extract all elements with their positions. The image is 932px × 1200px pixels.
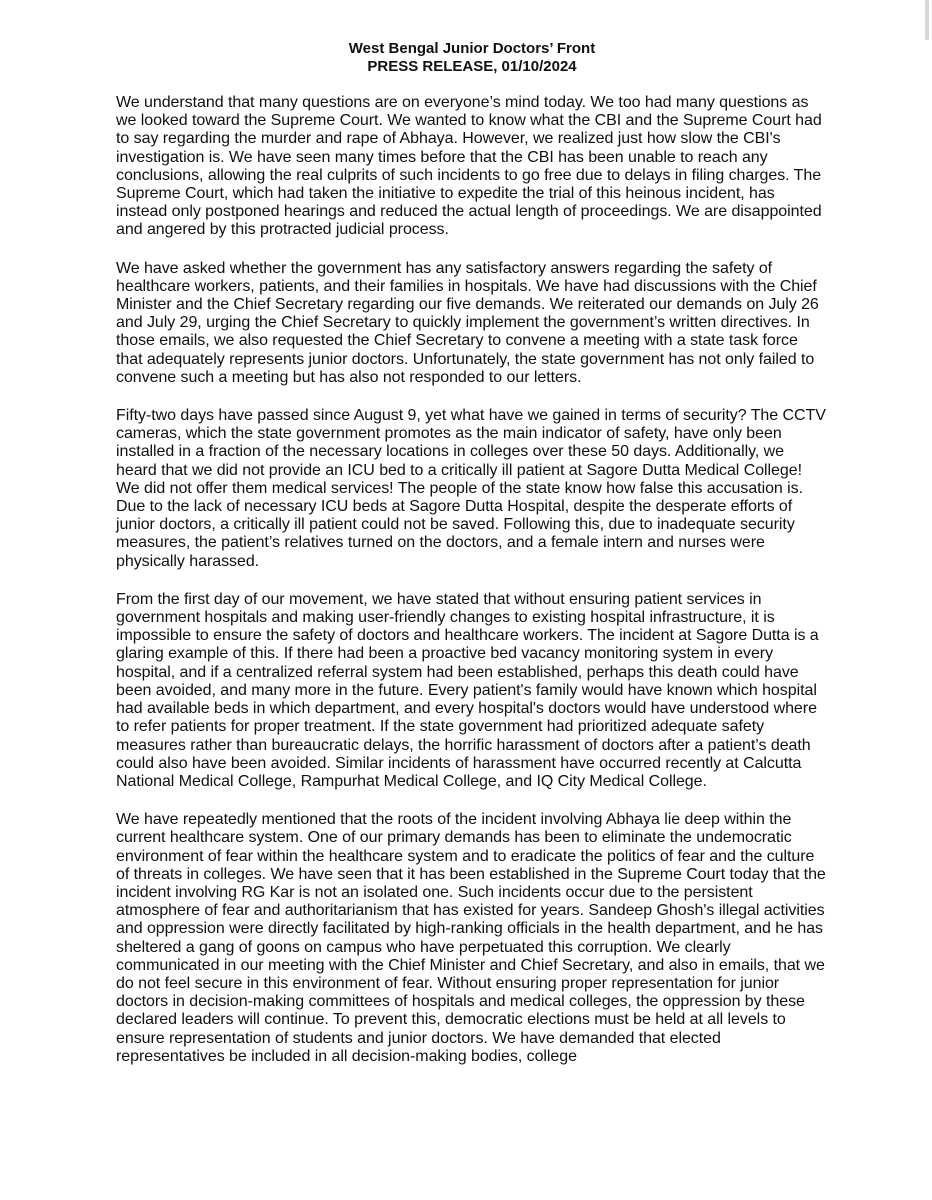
document-body [116, 94, 828, 1066]
paragraph-5: We have repeatedly mentioned that the roots of the incident involving Abhaya lie deep within the current healthcare system. One of our primary demands has been to eliminate the undemocratic environment of fear within the healthcare system and to eradicate the politics of fear and the culture of threats in colleges. We have seen that it has been established in the Supreme Court today that the incident involving RG Kar is not an isolated one. Such incidents occur due to the persistent atmosphere of fear and authoritarianism that has existed for years. Sandeep Ghosh's illegal activities and oppression were directly facilitated by high-ranking officials in the health department, and he has sheltered a gang of goons on campus who have perpetuated this corruption. We clearly communicated in our meeting with the Chief Minister and Chief Secretary, and also in emails, that we do not feel secure in this environment of fear. Without ensuring proper representation for junior doctors in decision-making committees of hospitals and medical colleges, the oppression by these declared leaders will continue. To prevent this, democratic elections must be held at all levels to ensure representation of students and junior doctors. We have demanded that elected representatives be included in all decision-making bodies, college [116, 811, 826, 1065]
press-release-page [116, 40, 828, 1086]
scrollbar-thumb[interactable] [925, 0, 929, 40]
paragraph-4: From the first day of our movement, we have stated that without ensuring patient services in government hospitals and making user-friendly changes to existing hospital infrastructure, it is impossible to ensure the safety of doctors and healthcare workers. The incident at Sagore Dutta is a glaring example of this. If there had been a proactive bed vacancy monitoring system in every hospital, and if a centralized referral system had been established, perhaps this death could have been avoided, and many more in the future. Every patient's family would have known which hospital had available beds in which department, and every hospital's doctors would have understood where to refer patients for proper treatment. If the state government had prioritized adequate safety measures rather than bureaucratic delays, the horrific harassment of doctors after a patient’s death could also have been avoided. Similar incidents of harassment have occurred recently at Calcutta National Medical College, Rampurhat Medical College, and IQ City Medical College. [116, 590, 819, 790]
organization-title: West Bengal Junior Doctors’ Front [348, 40, 596, 57]
paragraph-3: Fifty-two days have passed since August 9, yet what have we gained in terms of security? The CCTV cameras, which the state government promotes as the main indicator of safety, have only been installed in a fraction of the necessary locations in colleges over these 50 days. Additionally, we heard that we did not provide an ICU bed to a critically ill patient at Sagore Dutta Medical College! We did not offer them medical services! The people of the state know how false this accusation is. Due to the lack of necessary ICU beds at Sagore Dutta Hospital, despite the desperate efforts of junior doctors, a critically ill patient could not be saved. Following this, due to inadequate security measures, the patient’s relatives turned on the doctors, and a female intern and nurses were physically harassed. [116, 407, 826, 570]
paragraph-1: We understand that many questions are on everyone’s mind today. We too had many questions as we looked toward the Supreme Court. We wanted to know what the CBI and the Supreme Court had to say regarding the murder and rape of Abhaya. However, we realized just how slow the CBI's investigation is. We have seen many times before that the CBI has been unable to reach any conclusions, allowing the real culprits of such incidents to go free due to delays in filing charges. The Supreme Court, which had taken the initiative to expedite the trial of this heinous incident, has instead only postponed hearings and reduced the actual length of proceedings. We are disappointed and angered by this protracted judicial process. [116, 94, 822, 239]
document-header [116, 40, 828, 76]
press-release-date: PRESS RELEASE, 01/10/2024 [367, 58, 577, 75]
paragraph-2: We have asked whether the government has any satisfactory answers regarding the safety of healthcare workers, patients, and their families in hospitals. We have had discussions with the Chief Minister and the Chief Secretary regarding our five demands. We reiterated our demands on July 26 and July 29, urging the Chief Secretary to quickly implement the government’s written directives. In those emails, we also requested the Chief Secretary to convene a meeting with a state task force that adequately represents junior doctors. Unfortunately, the state government has not only failed to convene such a meeting but has also not responded to our letters. [116, 259, 819, 386]
